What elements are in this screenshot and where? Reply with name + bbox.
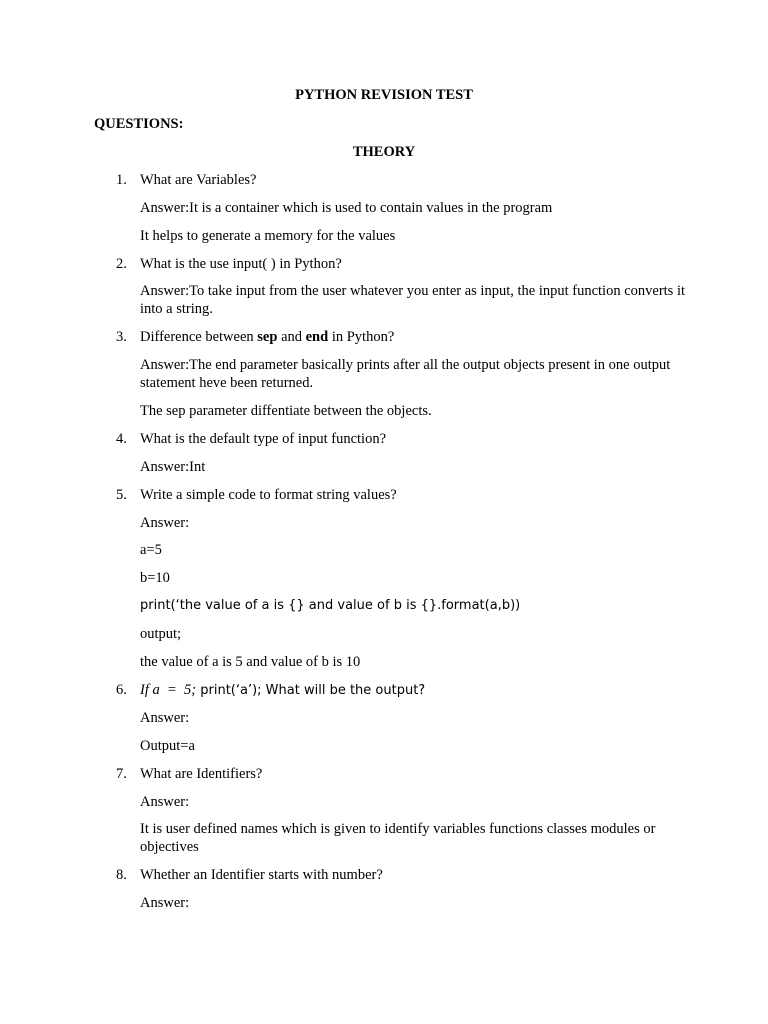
- answer-text: Answer:The end parameter basically prints after all the output objects present in one output statement heve been returned.: [140, 357, 671, 391]
- question-text: Whether an Identifier starts with number?: [140, 867, 383, 883]
- section-label: QUESTIONS:: [94, 116, 184, 132]
- answer-text: Answer:It is a container which is used to contain values in the program: [140, 200, 553, 216]
- question-number: 4.: [116, 431, 127, 447]
- question-number: 6.: [116, 682, 127, 698]
- answer-text: The sep parameter diffentiate between the objects.: [140, 403, 432, 419]
- question-text: Write a simple code to format string values?: [140, 487, 397, 503]
- question-text: What is the use input( ) in Python?: [140, 256, 342, 272]
- question-text: What is the default type of input function?: [140, 431, 387, 447]
- question-text: What are Variables?: [140, 172, 257, 188]
- question-text-part: and: [277, 329, 306, 345]
- keyword-sep: sep: [257, 329, 278, 345]
- question-number: 8.: [116, 867, 127, 883]
- question-text-part: print(‘a’); What will be the output?: [196, 683, 426, 698]
- answer-text: It helps to generate a memory for the values: [140, 228, 396, 244]
- question-text: [140, 682, 425, 699]
- section-subtitle: THEORY: [352, 144, 416, 160]
- answer-text: It is user defined names which is given to identify variables functions classes modules or objectives: [140, 821, 656, 855]
- output-text: the value of a is 5 and value of b is 10: [140, 654, 361, 670]
- output-label: output;: [140, 626, 182, 642]
- answer-label: Answer:: [140, 895, 190, 911]
- question-text-part: in Python?: [328, 329, 395, 345]
- question-text: [140, 329, 394, 346]
- keyword-end: end: [305, 329, 329, 345]
- code-line: a=5: [140, 542, 162, 558]
- answer-label: Answer:: [140, 794, 190, 810]
- question-number: 3.: [116, 329, 127, 345]
- answer-text: Answer:Int: [140, 459, 206, 475]
- answer-text: Answer:To take input from the user whatever you enter as input, the input function converts it into a string.: [140, 283, 686, 317]
- answer-label: Answer:: [140, 515, 190, 531]
- answer-label: Answer:: [140, 710, 190, 726]
- question-number: 2.: [116, 256, 127, 272]
- question-number: 7.: [116, 766, 127, 782]
- code-line: b=10: [140, 570, 170, 586]
- code-line: print(‘the value of a is {} and value of b is {}.format(a,b)): [140, 598, 521, 613]
- answer-text: Output=a: [140, 738, 195, 754]
- question-number: 1.: [116, 172, 127, 188]
- question-number: 5.: [116, 487, 127, 503]
- question-text: What are Identifiers?: [140, 766, 263, 782]
- question-math: If a = 5;: [140, 682, 197, 698]
- document-title: PYTHON REVISION TEST: [295, 87, 473, 103]
- question-text-part: Difference between: [140, 329, 258, 345]
